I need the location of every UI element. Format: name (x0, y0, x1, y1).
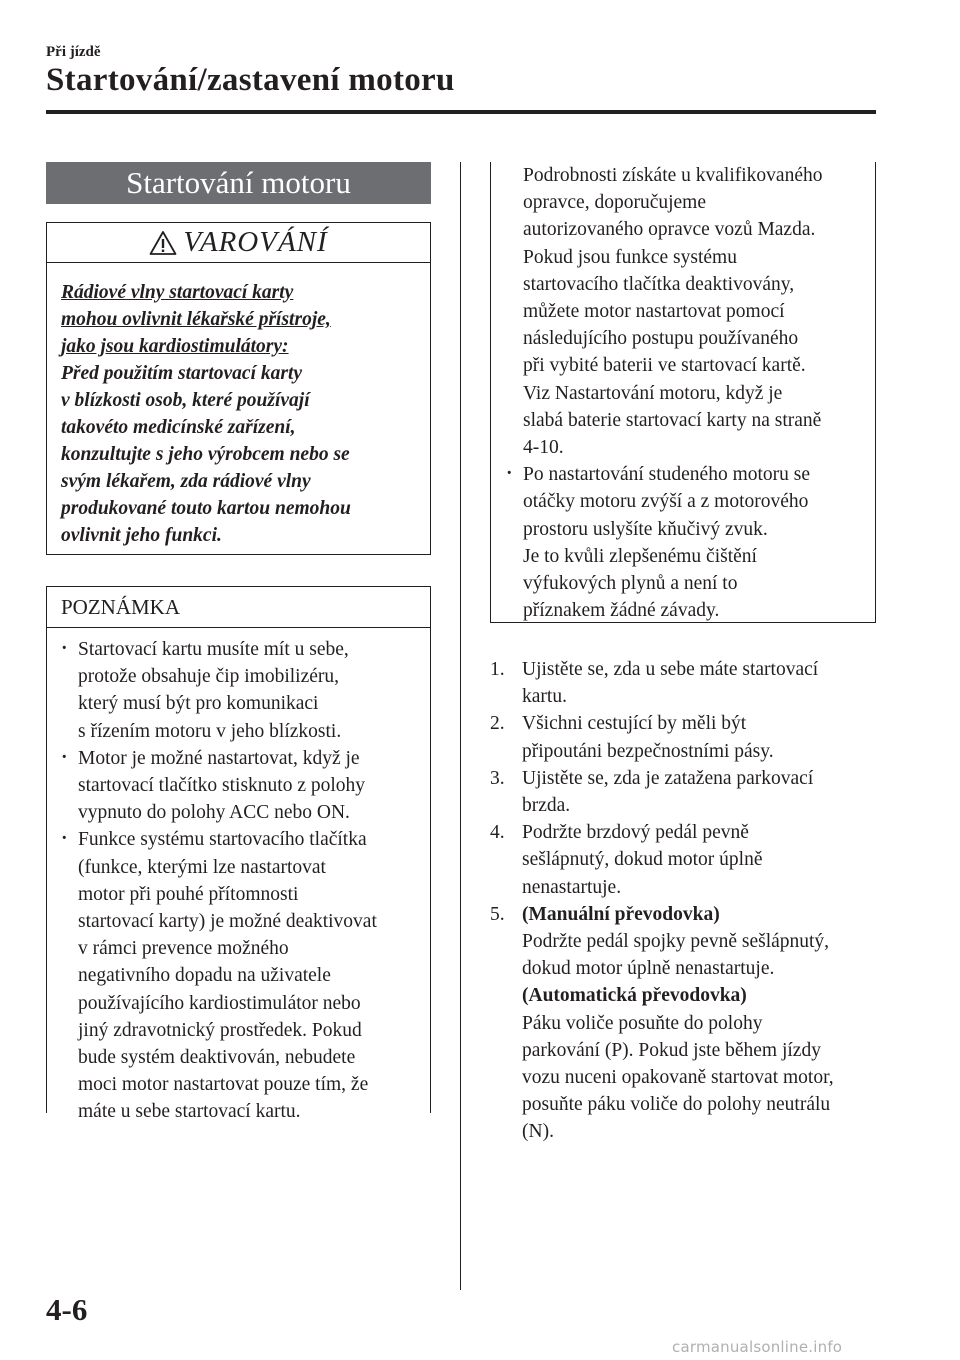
text-line: 4-10. (523, 437, 564, 459)
text-line: který musí být pro komunikaci (78, 693, 319, 715)
warning-line: jako jsou kardiostimulátory: (61, 336, 289, 357)
text-line: brzda. (522, 795, 571, 817)
text-line: můžete motor nastartovat pomocí (523, 301, 785, 323)
text-line: Viz Nastartování motoru, když je (523, 382, 783, 404)
text-line: · Po nastartování studeného motoru se (523, 464, 811, 486)
step-number: 3. (490, 767, 505, 789)
section-title: Startování motoru (46, 162, 431, 204)
page-title: Startování/zastavení motoru (46, 62, 455, 98)
text-line: · Startovací kartu musíte mít u sebe, (78, 639, 349, 660)
text-line: Ujistěte se, zda u sebe máte startovací (522, 659, 819, 680)
warning-box (46, 222, 431, 555)
text-line: (N). (522, 1121, 554, 1143)
list-item (506, 461, 869, 624)
text-line: s řízením motoru v jeho blízkosti. (78, 720, 342, 742)
text-line: startovací tlačítko stisknuto z polohy (78, 775, 366, 797)
text-line: · Funkce systému startovacího tlačítka (78, 829, 367, 851)
text-line: Pokud jsou funkce systému (523, 246, 737, 268)
text-line: · Motor je možné nastartovat, když je (78, 747, 360, 769)
note-list (47, 628, 430, 1126)
text-line: otáčky motoru zvýší a z motorového (523, 491, 809, 513)
warning-line: mohou ovlivnit lékařské přístroje, (61, 309, 331, 330)
step-item (490, 710, 880, 764)
text-line: moci motor nastartovat pouze tím, že (78, 1074, 369, 1096)
text-line: Páku voliče posuňte do polohy (522, 1012, 763, 1034)
breadcrumb: Při jízdě (46, 44, 101, 60)
procedure-steps (490, 656, 880, 1146)
text-line: negativního dopadu na uživatele (78, 965, 331, 987)
text-line: Podržte brzdový pedál pevně (522, 822, 749, 844)
text-line: nenastartuje. (522, 876, 622, 898)
text-line: (funkce, kterými lze nastartovat (78, 856, 326, 878)
text-line: slabá baterie startovací karty na straně (523, 409, 822, 431)
warning-line: takovéto medicínské zařízení, (61, 417, 296, 438)
step-item (490, 656, 880, 710)
step-item (490, 901, 880, 1146)
text-line: Ujistěte se, zda je zatažena parkovací (522, 767, 814, 789)
warning-line: konzultujte s jeho výrobcem nebo se (61, 444, 350, 465)
warning-text (47, 263, 430, 549)
text-line: sešlápnutý, dokud motor úplně (522, 849, 763, 871)
text-line: výfukových plynů a není to (523, 573, 738, 595)
warning-line: ovlivnit jeho funkci. (61, 525, 222, 546)
step-subheading: (Manuální převodovka) (522, 903, 720, 925)
warning-header (47, 223, 430, 263)
list-item (61, 826, 424, 1125)
text-line: jiný zdravotnický prostředek. Pokud (78, 1019, 362, 1041)
text-line: vozu nuceni opakovaně startovat motor, (522, 1067, 834, 1089)
text-line: Všichni cestující by měli být (522, 713, 747, 735)
watermark: carmanualsonline.info (672, 1338, 843, 1356)
text-line: kartu. (522, 686, 567, 708)
header-rule (46, 110, 876, 114)
text-line: máte u sebe startovací kartu. (78, 1101, 301, 1123)
warning-line: produkované touto kartou nemohou (61, 498, 351, 519)
note-continued-list (491, 461, 875, 624)
note-continued-box (490, 162, 876, 623)
step-number: 1. (490, 659, 505, 680)
list-item (61, 745, 424, 827)
warning-line: v blízkosti osob, které používají (61, 390, 310, 411)
text-line: motor při pouhé přítomnosti (78, 883, 299, 905)
step-item (490, 819, 880, 901)
text-line: příznakem žádné závady. (523, 600, 720, 622)
step-item (490, 765, 880, 819)
note-paragraph (491, 162, 875, 461)
text-line: Podrobnosti získáte u kvalifikovaného (523, 165, 823, 186)
text-line: Je to kvůli zlepšenému čištění (523, 545, 757, 567)
warning-line: Před použitím startovací karty (61, 363, 303, 384)
warning-triangle-icon (149, 230, 177, 256)
text-line: protože obsahuje čip imobilizéru, (78, 666, 340, 688)
text-line: bude systém deaktivován, nebudete (78, 1047, 356, 1069)
text-line: při vybité baterii ve startovací kartě. (523, 355, 806, 377)
page-number: 4-6 (46, 1292, 88, 1327)
text-line: prostoru uslyšíte kňučivý zvuk. (523, 518, 768, 540)
text-line: posuňte páku voliče do polohy neutrálu (522, 1094, 831, 1116)
warning-line: svým lékařem, zda rádiové vlny (61, 471, 311, 492)
warning-heading: VAROVÁNÍ (183, 226, 328, 258)
step-number: 4. (490, 822, 505, 844)
text-line: připoutáni bezpečnostními pásy. (522, 740, 774, 762)
text-line: dokud motor úplně nenastartuje. (522, 958, 775, 980)
note-box (46, 586, 431, 1123)
text-line: parkování (P). Pokud jste během jízdy (522, 1039, 821, 1061)
text-line: používajícího kardiostimulátor nebo (78, 992, 361, 1014)
text-line: opravce, doporučujeme (523, 192, 707, 214)
list-item (61, 636, 424, 745)
text-line: Podržte pedál spojky pevně sešlápnutý, (522, 931, 830, 953)
step-subheading: (Automatická převodovka) (522, 985, 747, 1007)
step-number: 5. (490, 903, 505, 925)
text-line: autorizovaného opravce vozů Mazda. (523, 219, 816, 241)
warning-line: Rádiové vlny startovací karty (61, 282, 294, 303)
step-number: 2. (490, 713, 505, 735)
text-line: startovací karty) je možné deaktivovat (78, 911, 377, 933)
text-line: v rámci prevence možného (78, 938, 289, 960)
column-divider (460, 162, 461, 1290)
text-line: následujícího postupu používaného (523, 328, 799, 350)
text-line: vypnuto do polohy ACC nebo ON. (78, 802, 350, 824)
note-heading: POZNÁMKA (47, 587, 430, 628)
text-line: startovacího tlačítka deaktivovány, (523, 273, 795, 295)
